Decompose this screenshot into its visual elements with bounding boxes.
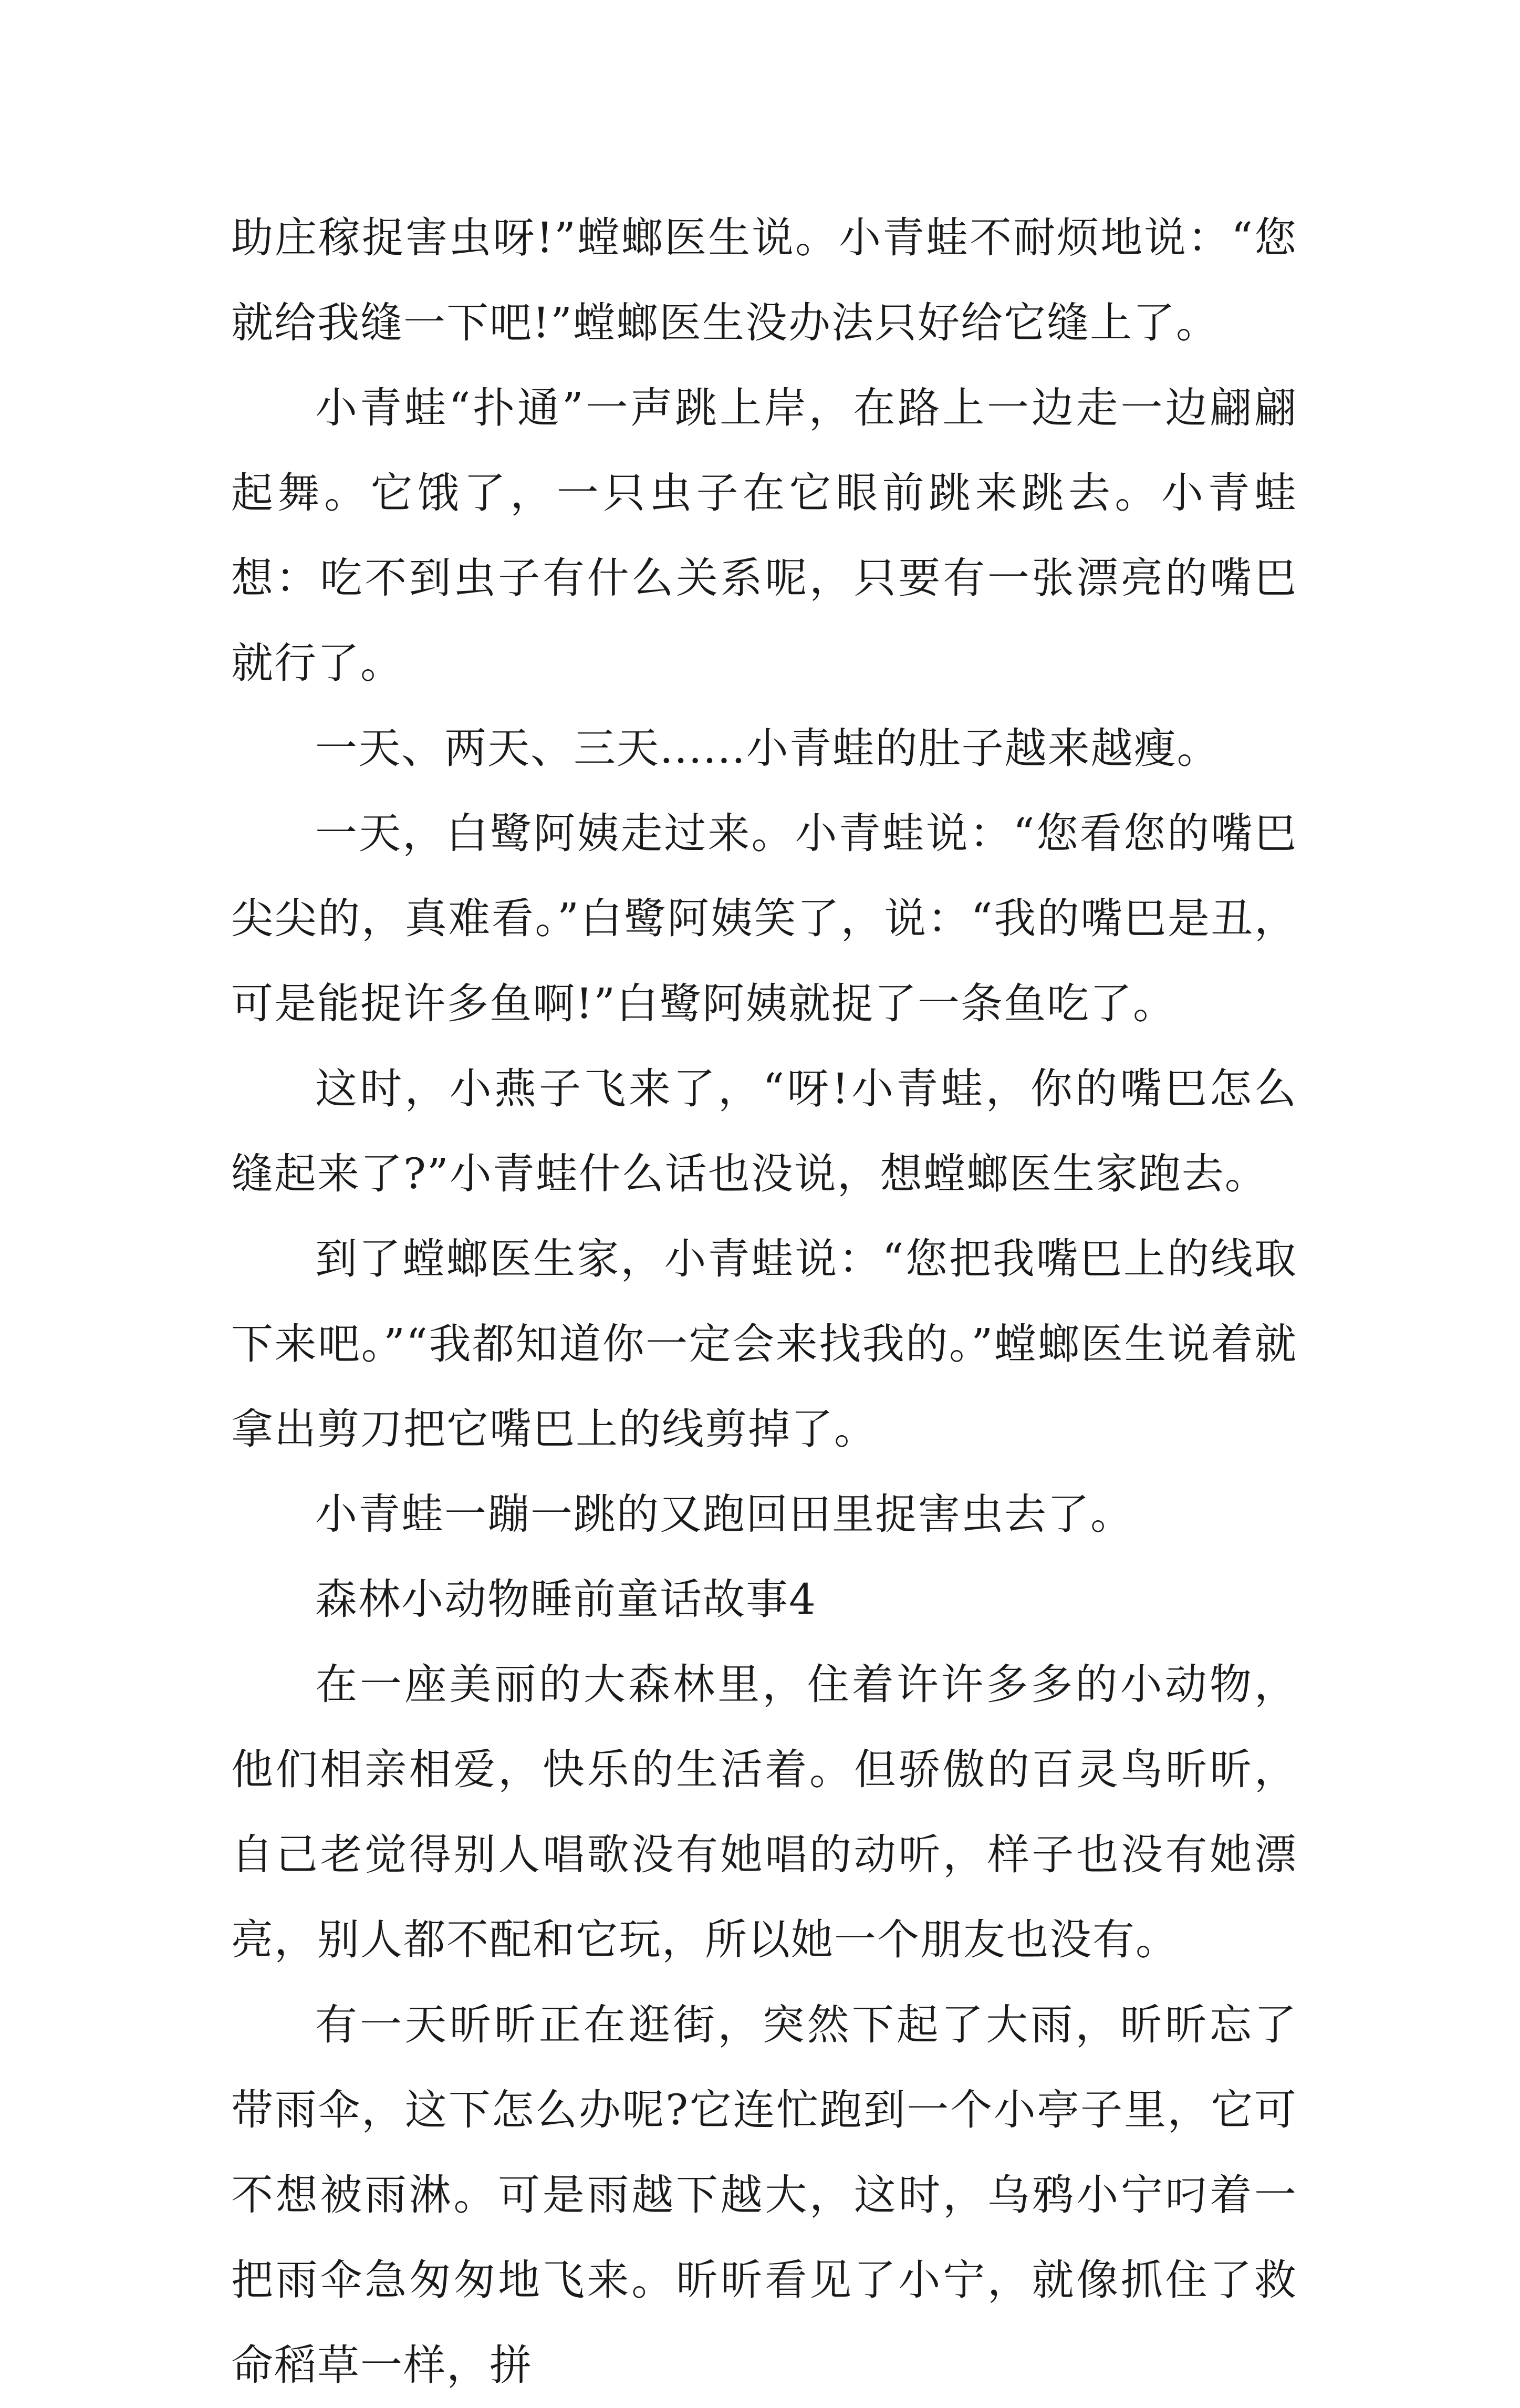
paragraph: 到了螳螂医生家，小青蛙说：“您把我嘴巴上的线取下来吧。”“我都知道你一定会来找我的。”螳螂医生说着就拿出剪刀把它嘴巴上的线剪掉了。 <box>231 1234 1297 1454</box>
paragraph: 一天，白鹭阿姨走过来。小青蛙说：“您看您的嘴巴尖尖的，真难看。”白鹭阿姨笑了，说：“我的嘴巴是丑，可是能捉许多鱼啊!”白鹭阿姨就捉了一条鱼吃了。 <box>231 809 1297 1028</box>
paragraph: 有一天昕昕正在逛街，突然下起了大雨，昕昕忘了带雨伞，这下怎么办呢?它连忙跑到一个小亭子里，它可不想被雨淋。可是雨越下越大，这时，乌鸦小宁叼着一把雨伞急匆匆地飞来。昕昕看见了小宁，就像抓住了救命稻草一样，拼 <box>231 2000 1297 2390</box>
section-title: 森林小动物睡前童话故事4 <box>315 1575 817 1624</box>
paragraph: 这时，小燕子飞来了，“呀!小青蛙，你的嘴巴怎么缝起来了?”小青蛙什么话也没说，想螳螂医生家跑去。 <box>231 1064 1297 1198</box>
paragraph: 小青蛙一蹦一跳的又跑回田里捉害虫去了。 <box>315 1490 1133 1539</box>
paragraph: 在一座美丽的大森林里，住着许许多多的小动物，他们相亲相爱，快乐的生活着。但骄傲的百灵鸟昕昕，自己老觉得别人唱歌没有她唱的动听，样子也没有她漂亮，别人都不配和它玩，所以她一个朋友也没有。 <box>231 1660 1297 1964</box>
paragraph: 小青蛙“扑通”一声跳上岸，在路上一边走一边翩翩起舞。它饿了，一只虫子在它眼前跳来跳去。小青蛙想：吃不到虫子有什么关系呢，只要有一张漂亮的嘴巴就行了。 <box>231 383 1297 688</box>
paragraph-continuation: 助庄稼捉害虫呀!”螳螂医生说。小青蛙不耐烦地说：“您就给我缝一下吧!”螳螂医生没办法只好给它缝上了。 <box>231 213 1297 347</box>
document-body <box>231 195 1297 2408</box>
paragraph: 一天、两天、三天......小青蛙的肚子越来越瘦。 <box>315 724 1220 773</box>
